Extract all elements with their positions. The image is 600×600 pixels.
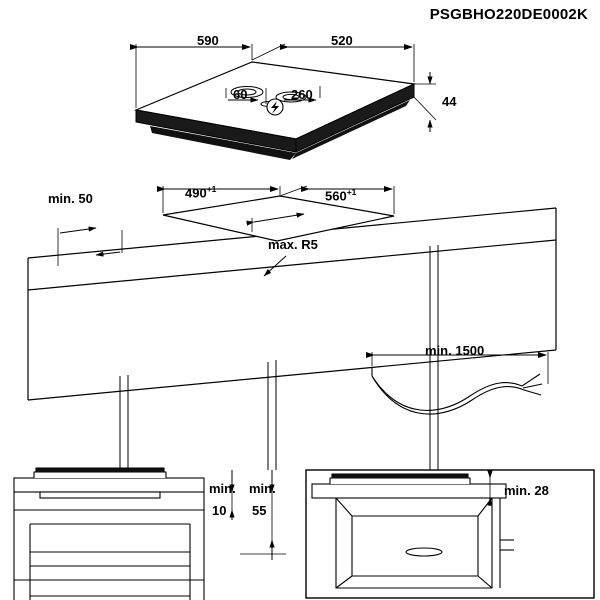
label-min-10-text: min. [209,481,236,496]
label-min-50: min. 50 [48,191,93,206]
label-offset-260: 260 [291,87,313,102]
label-offset-60: 60 [233,87,248,102]
label-cutout-490: $490^{+1}$ [185,184,217,201]
label-min-1500: min. 1500 [425,343,485,358]
power-symbol-icon [267,99,283,115]
label-min-28: min. 28 [504,483,549,498]
document-code: PSGBHO220DE0002K [429,6,588,23]
label-max-r5: max. R5 [268,237,318,252]
label-height-44: 44 [442,94,457,109]
section-left-view [14,468,204,600]
label-min-55-value: 55 [252,503,267,518]
cable-drawing [372,368,542,414]
label-width-590: 590 [197,33,219,48]
label-min-55-text: min. [249,481,276,496]
section-right-view [306,470,594,598]
label-min-10-value: 10 [212,503,227,518]
cabinet-verticals [120,245,438,470]
label-depth-520: 520 [331,33,353,48]
label-cutout-560: $560^{+1}$ [325,187,357,204]
dim-min-50 [58,228,122,266]
